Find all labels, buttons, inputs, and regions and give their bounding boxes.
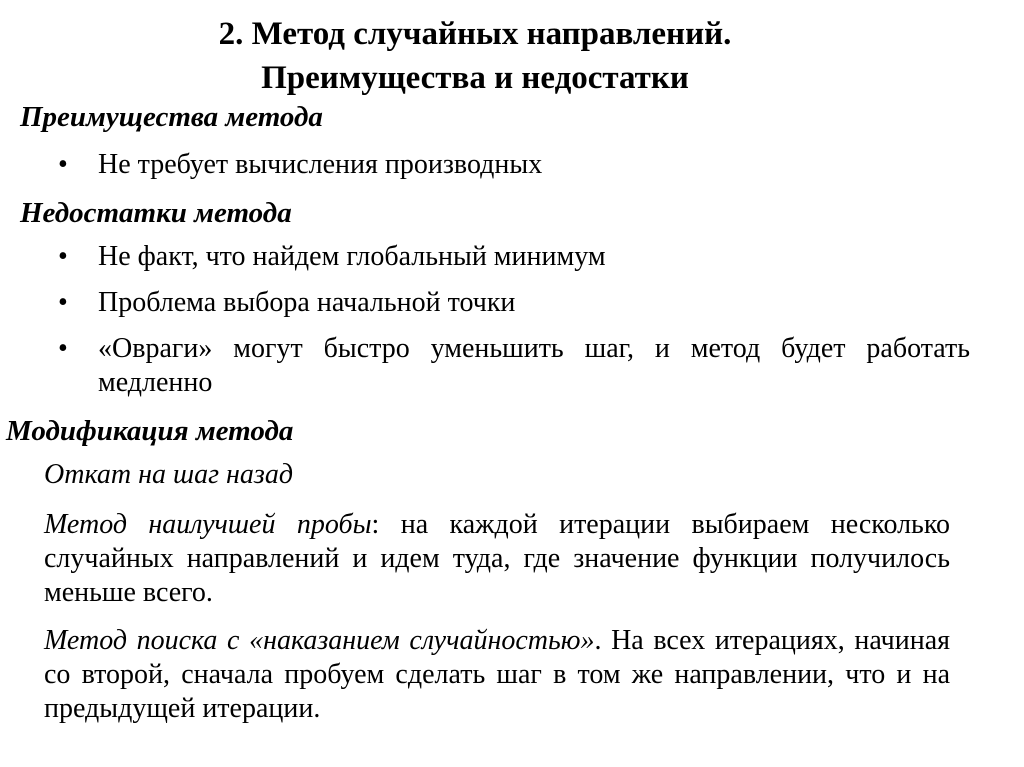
best-probe-text: : на каждой итерации выбираем несколько случайных направлений и идем туда, где значение функции получилось меньше всего. xyxy=(44,509,951,608)
disadvantages-list xyxy=(58,240,970,400)
bullet-icon: • xyxy=(58,241,68,272)
penalty-name: Метод поиска с «наказанием случайностью» xyxy=(44,625,595,656)
disadvantages-heading: Недостатки метода xyxy=(20,197,292,229)
bullet-icon: • xyxy=(58,149,68,180)
list-item: • Не требует вычисления производных xyxy=(58,149,543,180)
penalty-text: . На всех итерациях, начиная со второй, сначала пробуем сделать шаг в том же направлении, что и на предыдущей итерации. xyxy=(44,625,950,724)
list-item: • «Овраги» могут быстро уменьшить шаг, и метод будет работать медленно xyxy=(58,333,970,398)
rollback-text: Откат на шаг назад xyxy=(44,459,293,490)
modification-heading: Модификация метода xyxy=(6,415,294,447)
list-item: • Проблема выбора начальной точки xyxy=(58,287,516,318)
best-probe-paragraph xyxy=(44,508,950,610)
title-line-1: 2. Метод случайных направлений. xyxy=(218,16,732,52)
list-item: • Не факт, что найдем глобальный минимум xyxy=(58,241,606,272)
bullet-icon: • xyxy=(58,287,68,318)
title-line-2: Преимущества и недостатки xyxy=(261,60,689,96)
best-probe-name: Метод наилучшей пробы xyxy=(44,509,372,540)
advantages-list xyxy=(58,148,970,182)
page-title xyxy=(0,12,950,100)
advantages-heading: Преимущества метода xyxy=(20,101,323,133)
bullet-icon: • xyxy=(58,333,68,364)
penalty-paragraph xyxy=(44,624,950,726)
